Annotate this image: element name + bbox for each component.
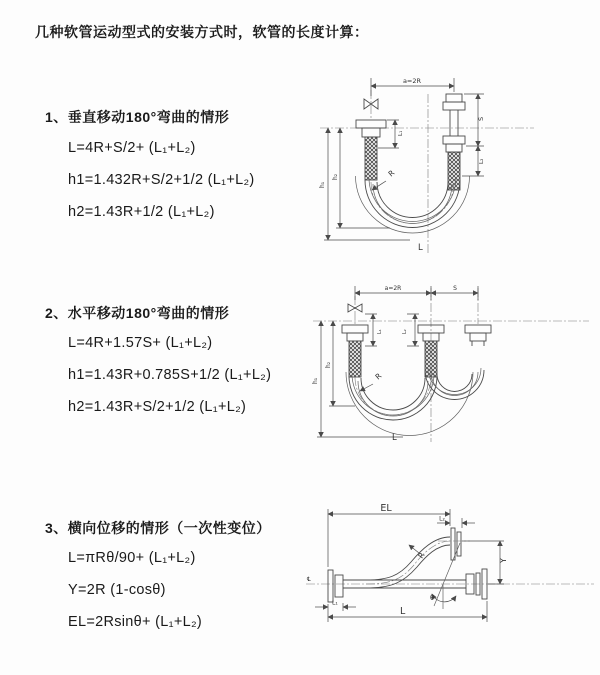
dim-l1-label: L₁ <box>377 329 383 334</box>
formula-2-L: L=4R+1.57S+ (L₁+L₂) <box>68 335 213 351</box>
formula-3-Y: Y=2R (1-cosθ) <box>68 582 166 598</box>
formula-2-h1: h1=1.43R+0.785S+1/2 (L₁+L₂) <box>68 367 272 383</box>
dim-l <box>328 601 487 622</box>
formula-3-L: L=πRθ/90+ (L₁+L₂) <box>68 550 196 566</box>
dim-l1 <box>378 120 404 148</box>
dim-a2r <box>371 77 454 96</box>
dim-l1-label: L₁ <box>398 130 404 136</box>
left-fitting <box>356 120 386 137</box>
left-hose-braid <box>349 341 361 377</box>
dim-l-label: L <box>400 606 406 617</box>
centerline-mark: ℄ <box>307 576 311 583</box>
dim-el <box>328 503 450 567</box>
dim-l-label: L <box>418 243 423 253</box>
right-fitting <box>443 94 465 152</box>
dim-y-label: Y <box>499 558 508 563</box>
right-fitting <box>465 325 491 346</box>
dim-h2-label: h₂ <box>332 173 339 180</box>
left-flange <box>328 570 343 602</box>
left-fitting <box>342 325 368 341</box>
radius-label: R <box>416 550 427 561</box>
dim-h1 <box>319 128 410 240</box>
dim-l1 <box>315 600 356 612</box>
formula-3-EL: EL=2Rsinθ+ (L₁+L₂) <box>68 614 203 630</box>
dim-s <box>431 285 478 293</box>
valve-icon <box>348 304 362 312</box>
formula-1-L: L=4R+S/2+ (L₁+L₂) <box>68 140 196 156</box>
section-3-heading: 3、横向位移的情形（一次性变位） <box>45 520 271 536</box>
formula-1-h2: h2=1.43R+1/2 (L₁+L₂) <box>68 204 215 220</box>
dim-l2-label: L₂ <box>479 158 485 164</box>
dim-a2r-label: a=2R <box>402 77 422 85</box>
dim-l2 <box>437 516 475 529</box>
radius-callout <box>360 371 383 391</box>
formula-2-h2: h2=1.43R+S/2+1/2 (L₁+L₂) <box>68 399 247 415</box>
dim-s-label: S <box>477 116 485 121</box>
dim-l2 <box>402 314 419 346</box>
dim-l-label: L <box>392 433 397 443</box>
page-title: 几种软管运动型式的安装方式时，软管的长度计算： <box>35 24 369 40</box>
diagram-vertical-180-bend <box>306 72 596 257</box>
dim-s-label: S <box>453 285 457 292</box>
left-hose-braid <box>365 137 377 180</box>
dim-h2-label: h₂ <box>325 361 332 368</box>
dim-y <box>462 541 508 584</box>
dim-l1-label: L₁ <box>332 599 338 607</box>
dim-el-label: EL <box>380 503 392 514</box>
formula-1-h1: h1=1.432R+S/2+1/2 (L₁+L₂) <box>68 172 255 188</box>
angle-theta <box>430 543 460 609</box>
dim-h1-label: h₁ <box>312 377 319 384</box>
dim-l2-label: L₂ <box>439 515 445 523</box>
dim-l2-label: L₂ <box>402 329 408 334</box>
radius-label: R <box>386 168 397 179</box>
dim-l2 <box>478 146 485 176</box>
diagram-lateral-displacement <box>298 503 600 641</box>
radius-callout <box>409 545 427 560</box>
angle-theta-label: θ <box>430 594 435 602</box>
upper-right-flange <box>438 528 470 560</box>
diagram-horizontal-180-bend <box>303 280 598 448</box>
hose-u-bend-left <box>349 374 437 420</box>
section-2-heading: 2、水平移动180°弯曲的情形 <box>45 305 230 321</box>
dim-h1-label: h₁ <box>319 181 326 188</box>
middle-hose-braid <box>425 341 437 377</box>
dim-a2r <box>355 285 478 300</box>
dim-a2r-label: a=2R <box>384 285 402 292</box>
radius-label: R <box>373 371 384 382</box>
section-1-heading: 1、垂直移动180°弯曲的情形 <box>45 109 230 125</box>
dim-h2 <box>332 128 390 228</box>
